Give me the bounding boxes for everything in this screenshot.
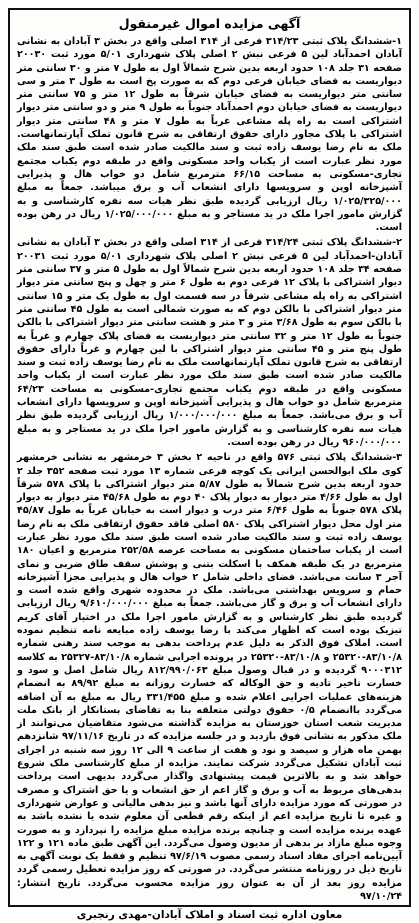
notice-signature: معاون اداره ثبت اسناد و املاک آبادان-مهدی رنجبری [76, 909, 343, 922]
auction-item-1: ۱-ششدانگ پلاک ثبتی ۳۱۴/۲۳ فرعی از ۳۱۴ اصلی واقع در بخش ۳ آبادان به نشانی آبادان احمدآباد لین ۵ فرعی نبش ۲ اصلی پلاک شهرداری ۵/۰۱ مورد ثبت ۲۰۰۳۰ صفحه ۳۱ جلد ۱۰۸ حدود اربعه بدین شرح شمالاً اول به طول ۷ متر و ۳۰ سانتی متر دیواریست به فضای خیابان فرعی دوم که به صورت پخ است به طول ۳ متر و سی سانتی متر دیواریست به فضای خیابان شرقاً به طول ۱۲ متر و ۷۵ سانتی متر دیواریست به فضای خیابان دوم احمدآباد جنوباً به طول ۹ متر و دو سانتی متر دیوار اشتراکی است به راه پله مشاعی غرباً به طول ۷ متر و ۴۸ سانتی متر دیوار اشتراکی با پلاک مجاور دارای حقوق ارتفاقی به شرح قانون تملک آپارتمانهاست. ملک به نام رضا یوسف زاده ثبت و سند مالکیت صادر شده است طبق سند ملک مورد نظر عبارت است از یکباب واحد مسکونی واقع در طبقه دوم یکباب مجتمع تجاری-مسکونی به مساحت ۶۶/۱۵ مترمربع شامل دو خواب هال و پذیرایی آشپزخانه اوپن و سرویسها دارای انشعاب آب و برق میباشد. جمعاً به مبلغ ۱/۰۲۵/۳۲۵/۰۰۰ ریال ارزیابی گردیده طبق نظر هیات سه نفره کارشناسی و به گزارش مامور اجرا ملک در ید مستاجر و به مبلغ ۱/۰۲۵/۰۰۰/۰۰۰ ریال در رهن بوده است. [17, 36, 403, 234]
notice-clipping [8, 8, 411, 922]
auction-item-2: ۲-ششدانگ پلاک ثبتی ۳۱۴/۲۴ فرعی از ۳۱۴ اصلی واقع در بخش ۳ آبادان به نشانی آبادان-احمدآباد لین ۵ فرعی نبش ۲ اصلی پلاک شهرداری ۵/۰۱ مورد ثبت ۲۰۰۳۱ صفحه ۳۴ جلد ۱۰۸ حدود اربعه بدین شرح شمالاً اول به طول ۵ متر و ۳۷ سانتی متر دیوار اشتراکی با پلاک ۱۲ فرعی دوم به طول ۶ متر و چهل و پنج سانتی متر دیوار اشتراکی به راه پله مشاعی شرقاً در سه قسمت اول به طول یک متر و ۱۵ سانتی متر دیوار اشتراکی با بالکن دوم که به صورت شمالی است به طول ۴۵ سانتی متر با بالکن سوم به طول ۳/۶۸ متر و ۳ متر و هشت سانتی متر دیوار اشتراکی با بالکن جنوباً به طول ۱۲ متر و ۳۲ سانتی متر دیواریست به فضای پلاک چهارم و غرباً به طول پنج متر و ۴۵ سانتی متر دیوار اشتراکی با لین چهارم و غرباً دارای حقوق ارتفاقی به شرح قانون تملک آپارتمانهاست ملک به نام رضا یوسف زاده ثبت و سند مالکیت صادر شده است طبق سند ملک مورد نظر عبارت است از یکباب واحد مسکونی واقع در طبقه دوم یکباب مجتمع تجاری-مسکونی به مساحت ۶۴/۲۳ مترمربع شامل دو خواب هال و پذیرایی آشپزخانه اوپن و سرویسها دارای انشعاب آب و برق می‌باشد. جمعاً به مبلغ ۱/۰۰۰/۰۰۰/۰۰۰ ریال ارزیابی گردیده طبق نظر هیات سه نفره کارشناسی و به گزارش مامور اجرا ملک در ید مستاجر و به مبلغ ۹۶۰/۰۰۰/۰۰۰ ریال در رهن بوده است. [17, 237, 403, 448]
notice-title: آگهی مزایده اموال غیرمنقول [118, 16, 301, 31]
auction-item-3: ۳-ششدانگ پلاک ثبتی ۵۷۶ واقع در ناحیه ۲ بخش ۳ خرمشهر به نشانی خرمشهر کوی ملک ابوالحسن ایرانی یک کوچه فرعی شماره ۱۳ مورد ثبت صفحه ۳۵۲ جلد ۲ حدود اربعه بدین شرح شمالاً به طول ۵/۸۷ متر دیوار اشتراکی با پلاک ۵۷۸ شرقاً اول به طول ۴/۶۶ متر دیوار به دیوار پلاک ۴۰ دوم به طول ۴۵/۶۸ متر دیوار به دیوار پلاک ۵۷۸ جنوباً به طول ۶/۴۶ متر درب و دیوار است به خیابان غرباً به طول ۴۵/۸۷ متر اول محل دیوار اشتراکی پلاک ۵۸۰ اصلی فاقد حقوق ارتفاقی ملک به نام رضا یوسف زاده ثبت و سند مالکیت صادر شده است طبق سند ملک مورد نظر عبارت است از یکباب ساختمان مسکونی به مساحت عرصه ۲۵۲/۵۸ مترمربع و اعیان ۱۸۰ مترمربع در یک طبقه همکف با اسکلت بتنی و پوشش سقف طاق ضربی و نمای آجر ۳ سانت می‌باشد. فضای داخلی شامل ۲ خواب هال و پذیرایی مجزا آشپزخانه حمام و سرویس بهداشتی می‌باشد. ملک در محدوده شهری واقع شده است و دارای انشعاب آب و برق و گاز می‌باشد. جمعاً به مبلغ ۹/۶۱۰/۰۰۰/۰۰۰ ریال ارزیابی گردیده طبق نظر کارشناس و به گزارش مامور اجرا ملک در اختیار آقای کریم تیزیک بوده است که اظهار می‌کند با رضا یوسف زاده مبایعه نامه تنظیم نموده است. املاک فوق الذکر به دلیل عدم پرداخت بدهی به موجب سند رهنی شماره ۸۳/۱۰/۸-۲۵۳۲۰ و ۸۳/۱۰/۸-۲۵۳۲۰ در پرونده اجرایی شماره ۸۳/۱۰/۸-۲۵۳۲۷ به کلاسه ۹۰۰۰۳۱۲ گردیده و در قبال وصول مبلغ ۸۱۲/۹۹۰/۰۶۳ ریال شامل اصل و سود و خسارت تاخیر تادیه و حق الوکاله که خسارت روزانه به مبلغ ۸۹/۹۲ به انضمام هزینه‌های عملیات اجرایی اعلام شده و مبلغ ۳۳۱/۴۵۵ ریال به مبلغ به آن اضافه می‌گردد باانضمام ۰/۵ حقوق دولتی متعلقه بنا به تقاضای بستانکار از بانک ملت مدیریت شعب استان خوزستان به مزایده گذاشته می‌شود متقاضیان می‌توانند از ملک مذکور به نشانی فوق بازدید و در جلسه مزایده که در تاریخ ۹۷/۱۱/۱۶ شانزدهم بهمن ماه هزار و سیصد و نود و هفت از ساعت ۹ الی ۱۲ روز سه شنبه در اجرای ثبت آبادان تشکیل می‌گردد شرکت نمایند. مزایده از مبلغ کارشناسی ملک شروع خواهد شد و به بالاترین قیمت پیشنهادی واگذار می‌گردد بدیهی است پرداخت بدهی‌های مربوط به آب و برق و گاز اعم از حق انشعاب و یا حق اشتراک و مصرف در صورتی که مورد مزایده دارای آنها باشد و نیز بدهی مالیاتی و عوارض شهرداری و غیره تا تاریخ مزایده اعم از اینکه رقم قطعی آن معلوم شده یا نشده باشد به عهده برنده مزایده است و چنانچه برنده مزایده مبلغ مزایده را نپردازد و به صورت وجوه مبلغ مازاد بر بدهی از مدیون وصول می‌گردد. این آگهی طبق ماده ۱۲۱ و ۱۲۲ آیین‌نامه اجرای مفاد اسناد رسمی مصوب ۹۷/۶/۱۹ تنظیم و فقط یک نوبت آگهی به تاریخ ذیل در روزنامه منتشر می‌گردد. در صورتی که روز مزایده تعطیل رسمی گردد مزایده روز بعد از آن به عنوان روز مزایده محسوب می‌گردد. تاریخ انتشار: ۹۷/۱۰/۲۴ [17, 452, 403, 902]
